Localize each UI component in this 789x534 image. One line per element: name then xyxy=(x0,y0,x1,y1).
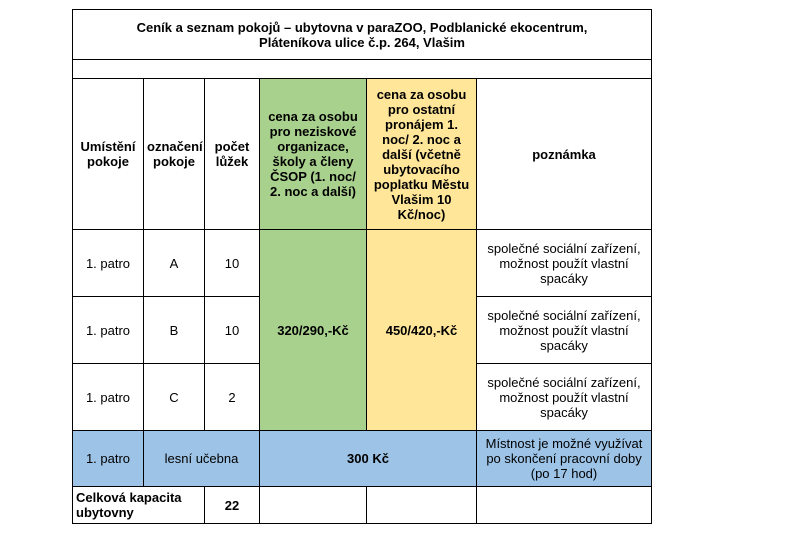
room-location: 1. patro xyxy=(73,297,144,364)
title-line-2: Pláteníkova ulice č.p. 264, Vlašim xyxy=(259,34,465,50)
classroom-row xyxy=(73,431,652,487)
room-beds: 10 xyxy=(205,297,260,364)
room-id: A xyxy=(144,230,205,297)
header-location: Umístění pokoje xyxy=(73,79,144,230)
header-beds: počet lůžek xyxy=(205,79,260,230)
empty-cell xyxy=(260,487,367,524)
classroom-name: lesní učebna xyxy=(144,431,260,487)
total-beds: 22 xyxy=(205,487,260,524)
room-note: společné sociální zařízení, možnost použít vlastní spacáky xyxy=(477,230,652,297)
price-nonprofit: 320/290,-Kč xyxy=(260,230,367,431)
room-beds: 2 xyxy=(205,364,260,431)
room-id: B xyxy=(144,297,205,364)
spacer-row xyxy=(73,60,652,79)
room-note: společné sociální zařízení, možnost použít vlastní spacáky xyxy=(477,297,652,364)
page-title xyxy=(73,10,652,60)
total-row xyxy=(73,487,652,524)
total-label: Celková kapacita ubytovny xyxy=(73,487,205,524)
empty-cell xyxy=(477,487,652,524)
room-note: společné sociální zařízení, možnost použít vlastní spacáky xyxy=(477,364,652,431)
price-list-table xyxy=(72,9,652,524)
title-line-1: Ceník a seznam pokojů – ubytovna v paraZOO, Podblanické ekocentrum, xyxy=(136,19,588,35)
room-beds: 10 xyxy=(205,230,260,297)
price-other: 450/420,-Kč xyxy=(367,230,477,431)
header-price-other: cena za osobu pro ostatní pronájem 1. noc/ 2. noc a další (včetně ubytovacího poplatku Městu Vlašim 10 Kč/noc) xyxy=(367,79,477,230)
table-row xyxy=(73,230,652,297)
header-note: poznámka xyxy=(477,79,652,230)
classroom-price: 300 Kč xyxy=(260,431,477,487)
room-location: 1. patro xyxy=(73,230,144,297)
empty-cell xyxy=(367,487,477,524)
room-location: 1. patro xyxy=(73,364,144,431)
room-id: C xyxy=(144,364,205,431)
header-price-nonprofit: cena za osobu pro neziskové organizace, školy a členy ČSOP (1. noc/ 2. noc a další) xyxy=(260,79,367,230)
header-room-id: označení pokoje xyxy=(144,79,205,230)
classroom-note: Místnost je možné využívat po skončení pracovní doby (po 17 hod) xyxy=(477,431,652,487)
classroom-location: 1. patro xyxy=(73,431,144,487)
